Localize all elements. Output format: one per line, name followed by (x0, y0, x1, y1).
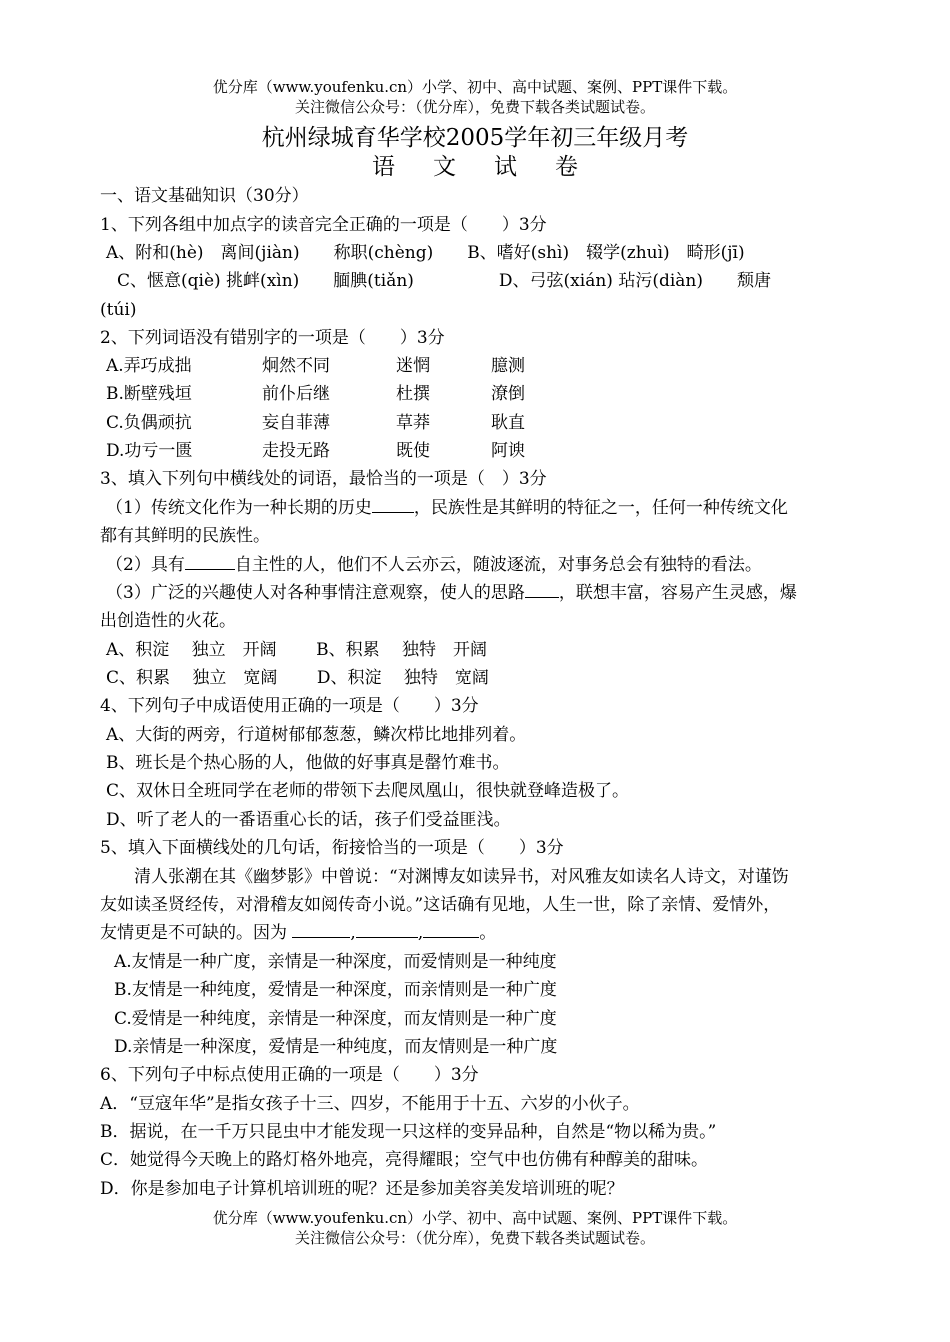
q4-option-d: D、听了老人的一番语重心长的话，孩子们受益匪浅。 (106, 810, 511, 830)
q4-stem: 4、下列句子中成语使用正确的一项是（ ）3分 (100, 696, 479, 716)
q2-option-c-word-4: 耿直 (491, 413, 525, 433)
q5-blank-2 (356, 919, 418, 938)
q3-sentence-3-cont: 出创造性的火花。 (100, 611, 236, 631)
q5-comma-1: , (350, 923, 356, 943)
exam-subtitle: 语文试卷 (372, 154, 616, 180)
q4-option-b: B、班长是个热心肠的人，他做的好事真是罄竹难书。 (106, 753, 510, 773)
q5-comma-2: , (417, 923, 424, 943)
section-heading: 一、语文基础知识（30分） (100, 186, 309, 206)
q1-options-line-3: (túi) (100, 300, 137, 320)
q2-option-d-word-4: 阿谀 (491, 441, 525, 461)
q2-option-c-word-3: 草莽 (396, 413, 430, 433)
q2-option-a-word-4: 臆测 (491, 356, 525, 376)
q5-option-a: A.友情是一种广度，亲情是一种深度，而爱情则是一种纯度 (114, 952, 557, 972)
q4-option-a: A、大街的两旁，行道树郁郁葱葱，鳞次栉比地排列着。 (106, 725, 527, 745)
q2-option-a-word-3: 迷惘 (396, 356, 430, 376)
q5-option-d: D.亲情是一种深度，爱情是一种纯度，而友情则是一种广度 (114, 1037, 558, 1057)
exam-title: 杭州绿城育华学校2005学年初三年级月考 (261, 125, 689, 151)
q3-sentence-3-part-2: ，联想丰富，容易产生灵感，爆 (558, 583, 797, 603)
q5-blank-1 (292, 919, 350, 938)
q1-options-line-2: C、惬意(qiè) 挑衅(xìn) 腼腆(tiǎn) D、弓弦(xián) 玷污(diàn) 颓唐 (117, 271, 771, 291)
q2-option-c-word-2: 妄自菲薄 (262, 413, 330, 433)
q3-sentence-1-part-2: ，民族性是其鲜明的特征之一，任何一种传统文化 (413, 498, 788, 518)
q6-option-d: D．你是参加电子计算机培训班的呢？还是参加美容美发培训班的呢？ (100, 1179, 624, 1199)
q3-blank-1 (372, 494, 414, 513)
q2-option-a-word-2: 炯然不同 (262, 356, 330, 376)
footer-line-1: 优分库（www.youfenku.cn）小学、初中、高中试题、案例、PPT课件下载。 (212, 1209, 738, 1227)
q5-stem: 5、填入下面横线处的几句话，衔接恰当的一项是（ ）3分 (100, 838, 564, 858)
q3-sentence-3 (106, 579, 886, 607)
q2-option-c-word-1: C.负偶顽抗 (106, 413, 192, 433)
header-line-2: 关注微信公众号：（优分库），免费下载各类试题试卷。 (294, 98, 655, 116)
q2-option-d-word-1: D.功亏一匮 (106, 441, 193, 461)
q3-stem: 3、填入下列句中横线处的词语，最恰当的一项是（ ）3分 (100, 469, 547, 489)
q3-blank-2 (185, 551, 235, 570)
q3-sentence-2-part-1: （2）具有 (106, 555, 185, 575)
q5-option-b: B.友情是一种纯度，爱情是一种深度，而亲情则是一种广度 (114, 980, 557, 1000)
q4-option-c: C、双休日全班同学在老师的带领下去爬凤凰山，很快就登峰造极了。 (106, 781, 630, 801)
q5-passage-line-3-text: 友情更是不可缺的。因为 (100, 923, 287, 943)
q3-sentence-3-part-1: （3）广泛的兴趣使人对各种事情注意观察，使人的思路 (106, 583, 525, 603)
q6-option-a: A．“豆寇年华”是指女孩子十三、四岁，不能用于十五、六岁的小伙子。 (100, 1094, 640, 1114)
q3-sentence-2-part-2: 自主性的人，他们不人云亦云，随波逐流，对事务总会有独特的看法。 (234, 555, 762, 575)
q5-period: 。 (479, 923, 497, 943)
q2-option-b-word-2: 前仆后继 (262, 384, 330, 404)
q3-blank-3 (525, 579, 559, 598)
q5-blank-3 (423, 919, 479, 938)
q1-stem: 1、下列各组中加点字的读音完全正确的一项是（ ）3分 (100, 215, 547, 235)
q2-option-b-word-3: 杜撰 (396, 384, 430, 404)
q3-sentence-1-cont: 都有其鲜明的民族性。 (100, 526, 270, 546)
q6-option-c: C．她觉得今天晚上的路灯格外地亮，亮得耀眼；空气中也仿佛有种醇美的甜味。 (100, 1150, 709, 1170)
q2-option-d-word-2: 走投无路 (262, 441, 330, 461)
q3-options-ab: A、积淀 独立 开阔 B、积累 独特 开阔 (106, 640, 487, 660)
q3-options-cd: C、积累 独立 宽阔 D、积淀 独特 宽阔 (106, 668, 489, 688)
q5-passage-line-2: 友如读圣贤经传，对滑稽友如阅传奇小说。”这话确有见地，人生一世，除了亲情、爱情外， (100, 895, 781, 915)
q3-sentence-1 (106, 494, 886, 522)
q2-option-d-word-3: 既使 (396, 441, 430, 461)
q2-option-b-word-4: 潦倒 (491, 384, 525, 404)
q2-stem: 2、下列词语没有错别字的一项是（ ）3分 (100, 328, 445, 348)
q6-stem: 6、下列句子中标点使用正确的一项是（ ）3分 (100, 1065, 479, 1085)
q5-passage-line-1: 清人张潮在其《幽梦影》中曾说：“对渊博友如读异书，对风雅友如读名人诗文，对谨饬 (134, 867, 789, 887)
header-line-1: 优分库（www.youfenku.cn）小学、初中、高中试题、案例、PPT课件下载。 (212, 78, 738, 96)
q1-options-line-1: A、附和(hè) 离间(jiàn) 称职(chèng) B、嗜好(shì) 辍学(zhuì) 畸形(jī) (106, 243, 745, 263)
q5-passage-line-3 (100, 919, 880, 947)
q3-sentence-1-part-1: （1）传统文化作为一种长期的历史 (106, 498, 372, 518)
q2-option-a-word-1: A.弄巧成拙 (106, 356, 192, 376)
q6-option-b: B．据说，在一千万只昆虫中才能发现一只这样的变异品种，自然是“物以稀为贵。” (100, 1122, 717, 1142)
q3-sentence-2 (106, 551, 886, 579)
q2-option-b-word-1: B.断壁残垣 (106, 384, 192, 404)
q5-option-c: C.爱情是一种纯度，亲情是一种深度，而友情则是一种广度 (114, 1009, 557, 1029)
footer-line-2: 关注微信公众号：（优分库），免费下载各类试题试卷。 (294, 1229, 655, 1247)
